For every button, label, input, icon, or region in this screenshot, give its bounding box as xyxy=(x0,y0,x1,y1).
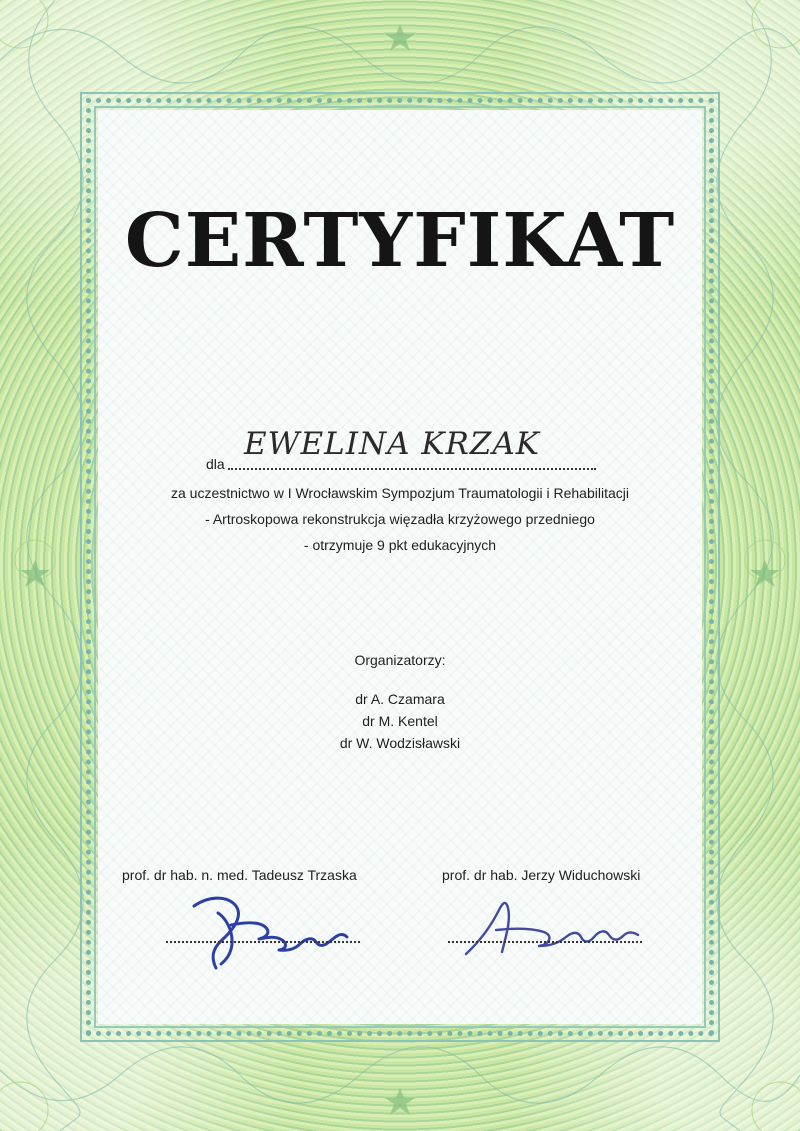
recipient-row xyxy=(200,426,610,476)
participation-line-1: za uczestnictwo w I Wrocławskim Sympozjum Traumatologii i Rehabilitacji xyxy=(170,485,629,501)
participation-line-2: - Artroskopowa rekonstrukcja więzadła krzyżowego przedniego xyxy=(205,511,595,527)
recipient-prefix: dla xyxy=(206,456,225,472)
organizer-name-2: dr M. Kentel xyxy=(362,713,438,729)
organizers-label: Organizatorzy: xyxy=(354,652,446,668)
organizer-name-1: dr A. Czamara xyxy=(355,691,445,707)
organizer-name-3: dr W. Wodzisławski xyxy=(339,735,461,751)
recipient-name: EWELINA KRZAK xyxy=(244,426,540,462)
certificate-title: CERTYFIKAT xyxy=(124,198,676,284)
recipient-dotted-line xyxy=(228,468,596,470)
signatory-name-right: prof. dr hab. Jerzy Widuchowski xyxy=(442,867,641,883)
signature-line-right xyxy=(448,941,642,943)
signatory-name-left: prof. dr hab. n. med. Tadeusz Trzaska xyxy=(122,867,357,883)
participation-line-3: - otrzymuje 9 pkt edukacyjnych xyxy=(303,537,497,553)
signature-line-left xyxy=(166,941,360,943)
